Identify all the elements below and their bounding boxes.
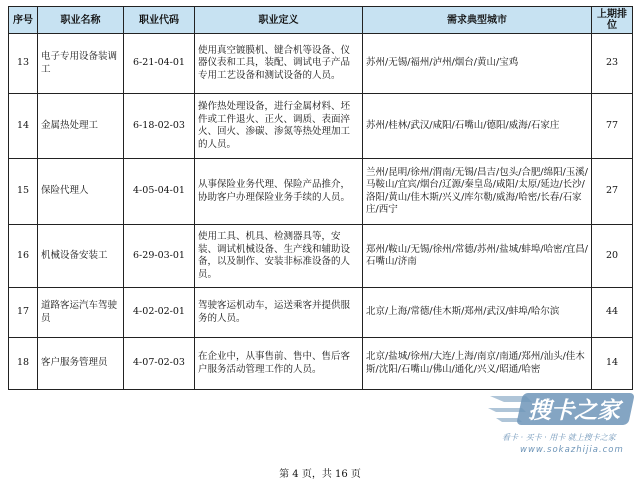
- row-serial: 17: [9, 288, 38, 338]
- row-serial: 16: [9, 225, 38, 288]
- row-occupation-code: 6-18-02-03: [124, 94, 195, 159]
- table-row: [9, 338, 633, 390]
- row-typical-cities: 苏州/桂林/武汉/咸阳/石嘴山/德阳/威海/石家庄: [363, 94, 592, 159]
- row-typical-cities: 苏州/无锡/福州/泸州/烟台/黄山/宝鸡: [363, 34, 592, 94]
- row-occupation-name: 金属热处理工: [38, 94, 124, 159]
- row-occupation-code: 4-05-04-01: [124, 159, 195, 225]
- row-typical-cities: 郑州/鞍山/无锡/徐州/常德/苏州/盐城/蚌埠/哈密/宜昌/石嘴山/济南: [363, 225, 592, 288]
- header-typical-cities: 需求典型城市: [363, 7, 592, 34]
- table-row: [9, 288, 633, 338]
- table-row: [9, 225, 633, 288]
- row-occupation-name: 机械设备安装工: [38, 225, 124, 288]
- header-occupation-code: 职业代码: [124, 7, 195, 34]
- row-occupation-name: 电子专用设备装调工: [38, 34, 124, 94]
- row-typical-cities: 兰州/昆明/徐州/渭南/无锡/昌吉/包头/合肥/绵阳/玉溪/马鞍山/宜宾/烟台/辽源/秦皇岛/咸阳/太原/延边/长沙/洛阳/黄山/佳木斯/兴义/库尔勒/威海/哈密/长春/石家庄/西宁: [363, 159, 592, 225]
- row-serial: 15: [9, 159, 38, 225]
- header-serial: 序号: [9, 7, 38, 34]
- header-previous-rank: 上期排位: [592, 7, 633, 34]
- row-typical-cities: 北京/盐城/徐州/大连/上海/南京/南通/郑州/汕头/佳木斯/沈阳/石嘴山/佛山/通化/兴义/昭通/哈密: [363, 338, 592, 390]
- row-previous-rank: 14: [592, 338, 633, 390]
- row-serial: 13: [9, 34, 38, 94]
- watermark-url: www.sokazhijia.com: [520, 445, 624, 455]
- row-occupation-definition: 从事保险业务代理、保险产品推介，协助客户办理保险业务手续的人员。: [195, 159, 363, 225]
- page-number: 第 4 页，共 16 页: [279, 469, 361, 480]
- row-occupation-code: 4-07-02-03: [124, 338, 195, 390]
- row-occupation-definition: 使用工具、机具、检测器具等，安装、调试机械设备、生产线和辅助设备，以及制作、安装非标准设备的人员。: [195, 225, 363, 288]
- row-typical-cities: 北京/上海/常德/佳木斯/郑州/武汉/蚌埠/哈尔滨: [363, 288, 592, 338]
- row-serial: 14: [9, 94, 38, 159]
- row-occupation-code: 4-02-02-01: [124, 288, 195, 338]
- watermark-tagline: 看卡 · 买卡 · 用卡 就上搜卡之家: [502, 433, 616, 442]
- row-previous-rank: 27: [592, 159, 633, 225]
- watermark-logo-text: 搜卡之家: [528, 398, 620, 424]
- row-occupation-definition: 驾驶客运机动车，运送乘客并提供服务的人员。: [195, 288, 363, 338]
- table-header-row: [9, 7, 633, 34]
- row-occupation-definition: 操作热处理设备，进行金属材料、坯件或工件退火、正火、调质、表面淬火、回火、渗碳、渗氮等热处理加工的人员。: [195, 94, 363, 159]
- watermark-logo: [486, 388, 636, 430]
- row-previous-rank: 77: [592, 94, 633, 159]
- row-occupation-name: 客户服务管理员: [38, 338, 124, 390]
- table-row: [9, 34, 633, 94]
- row-previous-rank: 44: [592, 288, 633, 338]
- row-previous-rank: 23: [592, 34, 633, 94]
- row-previous-rank: 20: [592, 225, 633, 288]
- table-row: [9, 159, 633, 225]
- row-occupation-name: 保险代理人: [38, 159, 124, 225]
- row-occupation-name: 道路客运汽车驾驶员: [38, 288, 124, 338]
- occupation-table: [8, 6, 633, 390]
- header-occupation-definition: 职业定义: [195, 7, 363, 34]
- row-serial: 18: [9, 338, 38, 390]
- row-occupation-definition: 使用真空镀膜机、键合机等设备、仪器仪表和工具，装配、调试电子产品专用工艺设备和测试设备的人员。: [195, 34, 363, 94]
- table-row: [9, 94, 633, 159]
- header-occupation-name: 职业名称: [38, 7, 124, 34]
- row-occupation-code: 6-21-04-01: [124, 34, 195, 94]
- row-occupation-code: 6-29-03-01: [124, 225, 195, 288]
- row-occupation-definition: 在企业中，从事售前、售中、售后客户服务活动管理工作的人员。: [195, 338, 363, 390]
